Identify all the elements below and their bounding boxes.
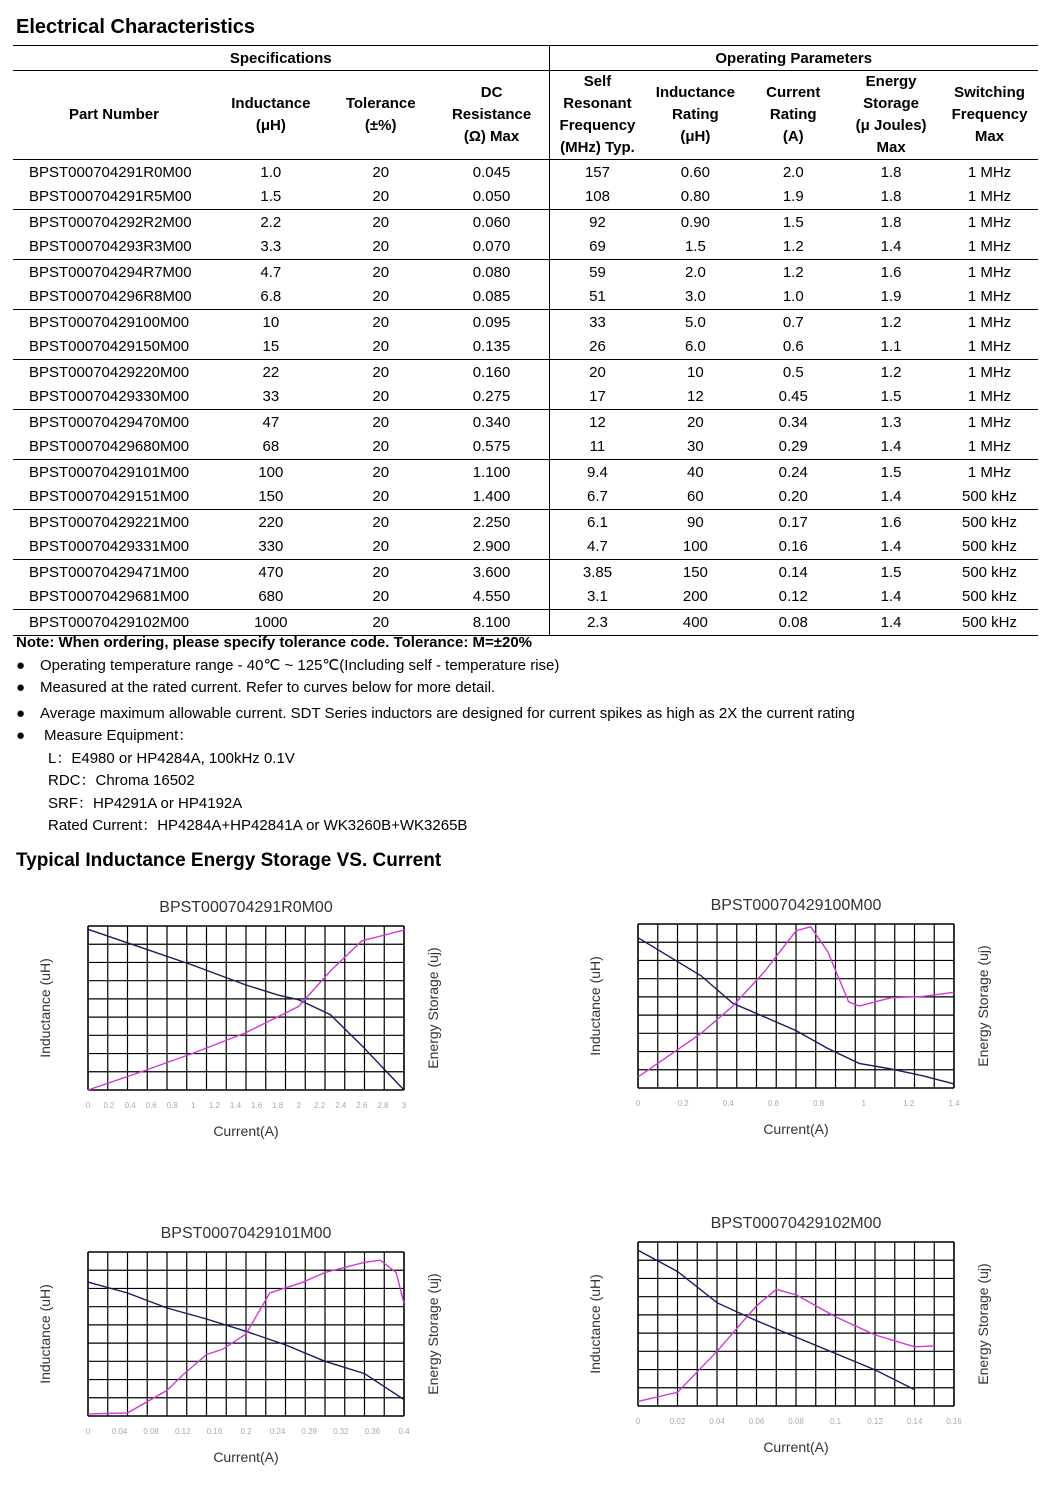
table-cell: 20	[372, 163, 390, 181]
table-cell: 20	[372, 563, 390, 581]
table-cell: 20	[327, 585, 435, 610]
x-tick-label: 2.4	[335, 1101, 347, 1110]
table-cell: 20	[372, 263, 390, 281]
table-cell: 0.80	[645, 185, 745, 210]
table-cell: 0.20	[745, 485, 841, 510]
table-cell: 0.16	[745, 535, 841, 560]
table-cell: 1.5	[880, 563, 902, 581]
bullet-item: ● Measure Equipment：	[16, 725, 855, 748]
chart-grid	[88, 926, 404, 1090]
x-tick-label: 1	[191, 1101, 196, 1110]
table-cell: 108	[549, 185, 645, 210]
table-cell: 3.1	[549, 585, 645, 610]
table-cell: 68	[215, 435, 327, 460]
table-cell: 1 MHz	[967, 163, 1012, 181]
chart-svg	[30, 890, 460, 1160]
table-cell: 1.5	[841, 385, 941, 410]
column-header: Current Rating (A)	[745, 71, 841, 160]
table-cell: 90	[687, 513, 704, 531]
table-cell: 1.4	[841, 610, 941, 636]
x-axis-label: Current(A)	[763, 1439, 829, 1455]
x-tick-label: 0.24	[269, 1427, 286, 1436]
table-cell: 33	[215, 385, 327, 410]
table-cell: 69	[549, 235, 645, 260]
group-header-operating-parameters: Operating Parameters	[549, 46, 1038, 71]
equipment-item: RDC：Chroma 16502	[48, 772, 195, 789]
y-axis-label-right: Energy Storage (uj)	[425, 1273, 441, 1395]
table-cell: 220	[258, 513, 284, 531]
table-cell: 1.4	[841, 435, 941, 460]
x-tick-label: 0.12	[867, 1417, 883, 1426]
table-cell: 20	[372, 513, 390, 531]
table-cell: 0.29	[745, 435, 841, 460]
part-number-cell: BPST00070429102M00	[13, 610, 215, 636]
table-row	[13, 335, 1038, 360]
x-tick-label: 0.12	[175, 1427, 191, 1436]
table-cell: 0.60	[680, 163, 710, 181]
table-cell: 157	[549, 160, 645, 185]
part-number-cell: BPST000704294R7M00	[29, 263, 192, 281]
table-cell: 500 kHz	[941, 585, 1038, 610]
part-number-cell: BPST00070429150M00	[13, 335, 215, 360]
part-number-cell: BPST00070429221M00	[29, 513, 190, 531]
table-cell: 20	[372, 313, 390, 331]
chart-grid	[638, 1242, 954, 1406]
table-cell: 0.45	[745, 385, 841, 410]
x-axis-label: Current(A)	[213, 1449, 279, 1465]
table-cell: 1.9	[841, 285, 941, 310]
chart-title: BPST00070429101M00	[160, 1225, 332, 1242]
column-header: DC Resistance (Ω) Max	[435, 71, 549, 160]
table-row	[13, 260, 1038, 285]
x-tick-label: 0	[635, 1099, 641, 1108]
part-number-cell: BPST00070429680M00	[13, 435, 215, 460]
table-row	[13, 385, 1038, 410]
table-cell: 20	[372, 413, 390, 431]
notes-bullet-list	[16, 655, 855, 748]
table-cell: 0.08	[745, 610, 841, 636]
table-cell: 0.085	[435, 285, 549, 310]
table-cell: 2.0	[684, 263, 706, 281]
part-number-cell: BPST00070429101M00	[29, 463, 190, 481]
table-cell: 20	[549, 360, 645, 385]
chart-title: BPST000704291R0M00	[159, 899, 333, 916]
table-cell: 47	[262, 413, 280, 431]
table-cell: 92	[549, 210, 645, 235]
section-title: Typical Inductance Energy Storage VS. Current	[16, 850, 442, 871]
chart-title: BPST00070429100M00	[710, 897, 882, 914]
table-cell: 2.250	[472, 513, 511, 531]
energy-storage-series-line	[638, 1289, 934, 1401]
table-row	[13, 235, 1038, 260]
column-header: Inductance Rating (μH)	[645, 71, 745, 160]
table-cell: 6.1	[549, 510, 645, 535]
table-cell: 0.095	[472, 313, 511, 331]
table-cell: 20	[372, 363, 390, 381]
table-cell: 0.5	[782, 363, 804, 381]
table-cell: 3.3	[215, 235, 327, 260]
table-cell: 100	[258, 463, 284, 481]
x-tick-label: 1.4	[948, 1099, 960, 1108]
table-cell: 0.90	[680, 213, 710, 231]
x-tick-label: 1	[861, 1099, 866, 1108]
equipment-item: L：E4980 or HP4284A, 100kHz 0.1V	[48, 749, 295, 767]
chart-svg	[580, 1206, 1010, 1476]
table-row	[13, 310, 1038, 335]
y-axis-label-right: Energy Storage (uj)	[425, 947, 441, 1069]
table-cell: 1.0	[260, 163, 282, 181]
table-cell: 26	[549, 335, 645, 360]
part-number-cell: BPST00070429331M00	[13, 535, 215, 560]
table-cell: 2.3	[549, 610, 645, 636]
table-cell: 0.135	[435, 335, 549, 360]
table-cell: 3.600	[472, 563, 511, 581]
x-tick-label: 2.2	[314, 1101, 326, 1110]
table-cell: 20	[372, 463, 390, 481]
table-cell: 1.2	[880, 363, 902, 381]
table-cell: 20	[327, 535, 435, 560]
table-row	[13, 410, 1038, 435]
part-number-cell: BPST00070429100M00	[29, 313, 190, 331]
x-tick-label: 0	[635, 1417, 641, 1426]
bullet-icon: ●	[16, 679, 26, 696]
table-cell: 20	[327, 335, 435, 360]
x-tick-label: 0	[85, 1101, 91, 1110]
table-cell: 4.7	[549, 535, 645, 560]
table-cell: 15	[215, 335, 327, 360]
part-number-cell: BPST00070429220M00	[29, 363, 190, 381]
table-row	[13, 460, 1038, 485]
x-tick-label: 1.2	[208, 1101, 220, 1110]
table-row	[13, 560, 1038, 585]
table-row	[13, 185, 1038, 210]
table-cell: 11	[549, 435, 645, 460]
x-tick-label: 0.16	[206, 1427, 223, 1436]
x-tick-label: 0.28	[301, 1427, 317, 1436]
table-cell: 33	[549, 310, 645, 335]
x-tick-label: 2.6	[356, 1101, 368, 1110]
equipment-item: Rated Current：HP4284A+HP42841A or WK3260B+WK3265B	[48, 817, 468, 834]
table-cell: 1.6	[880, 513, 902, 531]
table-cell: 0.060	[472, 213, 511, 231]
table-cell: 1.2	[745, 235, 841, 260]
table-row	[13, 435, 1038, 460]
table-row	[13, 485, 1038, 510]
table-cell: 200	[645, 585, 745, 610]
part-number-cell: BPST000704293R3M00	[13, 235, 215, 260]
group-header-specifications: Specifications	[13, 46, 549, 71]
x-tick-label: 0	[85, 1427, 91, 1436]
table-cell: 1.4	[841, 235, 941, 260]
table-cell: 1.4	[841, 535, 941, 560]
x-tick-label: 1.2	[903, 1099, 915, 1108]
x-tick-label: 0.16	[946, 1417, 962, 1426]
table-cell: 1 MHz	[941, 435, 1038, 460]
table-cell: 400	[645, 610, 745, 636]
table-cell: 2.0	[782, 163, 804, 181]
equipment-item: SRF：HP4291A or HP4192A	[48, 794, 243, 812]
table-cell: 3.85	[549, 560, 645, 585]
table-cell: 0.160	[472, 363, 511, 381]
x-tick-label: 0.04	[709, 1417, 725, 1426]
part-number-cell: BPST00070429681M00	[13, 585, 215, 610]
table-cell: 20	[327, 385, 435, 410]
table-cell: 0.24	[778, 463, 808, 481]
part-number-cell: BPST000704291R5M00	[13, 185, 215, 210]
table-cell: 10	[687, 363, 704, 381]
table-cell: 0.14	[778, 563, 808, 581]
table-cell: 10	[262, 313, 280, 331]
table-cell: 0.070	[435, 235, 549, 260]
chart-bpst00070429101m00	[30, 1216, 460, 1491]
table-cell: 0.34	[778, 413, 808, 431]
x-tick-label: 0.02	[669, 1417, 686, 1426]
part-number-cell: BPST000704291R0M00	[29, 163, 192, 181]
table-cell: 1.6	[880, 263, 902, 281]
x-tick-label: 0.4	[722, 1099, 734, 1108]
table-cell: 330	[215, 535, 327, 560]
table-cell: 100	[645, 535, 745, 560]
part-number-cell: BPST000704292R2M00	[29, 213, 192, 231]
chart-title: BPST00070429102M00	[710, 1215, 882, 1232]
table-cell: 51	[549, 285, 645, 310]
table-cell: 0.17	[778, 513, 808, 531]
table-cell: 4.550	[435, 585, 549, 610]
chart-svg	[580, 888, 1010, 1158]
chart-bpst00070429100m00	[580, 888, 1010, 1163]
x-tick-label: 0.2	[103, 1101, 115, 1110]
table-cell: 22	[262, 363, 280, 381]
chart-bpst00070429102m00	[580, 1206, 1010, 1481]
table-row	[13, 160, 1038, 185]
table-cell: 40	[687, 463, 704, 481]
x-tick-label: 0.36	[364, 1427, 381, 1436]
table-cell: 12	[645, 385, 745, 410]
bullet-icon: ●	[16, 704, 26, 722]
table-cell: 1.5	[215, 185, 327, 210]
page-title: Electrical Characteristics	[16, 16, 256, 38]
x-tick-label: 0.4	[124, 1101, 136, 1110]
y-axis-label-left: Inductance (uH)	[587, 1274, 603, 1374]
table-cell: 6.0	[645, 335, 745, 360]
table-cell: 150	[682, 563, 708, 581]
x-axis-label: Current(A)	[213, 1123, 279, 1139]
table-cell: 0.12	[745, 585, 841, 610]
table-cell: 150	[215, 485, 327, 510]
table-cell: 500 kHz	[941, 485, 1038, 510]
table-cell: 0.575	[435, 435, 549, 460]
table-cell: 1.2	[782, 263, 804, 281]
table-cell: 17	[549, 385, 645, 410]
x-tick-label: 0.04	[111, 1427, 128, 1436]
table-cell: 9.4	[549, 460, 645, 485]
table-cell: 3.0	[645, 285, 745, 310]
x-tick-label: 0.06	[748, 1417, 765, 1426]
table-cell: 0.340	[472, 413, 511, 431]
table-body	[13, 160, 1038, 636]
y-axis-label-right: Energy Storage (uj)	[975, 945, 991, 1067]
table-row	[13, 510, 1038, 535]
table-cell: 680	[215, 585, 327, 610]
column-header: Self Resonant Frequency (MHz) Typ.	[549, 71, 645, 160]
table-cell: 0.045	[472, 163, 511, 181]
bullet-icon: ●	[16, 656, 26, 674]
x-tick-label: 1.6	[250, 1101, 263, 1110]
part-number-cell: BPST00070429471M00	[29, 563, 190, 581]
table-cell: 0.275	[435, 385, 549, 410]
table-cell: 1.5	[645, 235, 745, 260]
table-cell: 30	[645, 435, 745, 460]
table-cell: 20	[372, 213, 390, 231]
x-tick-label: 2	[296, 1101, 301, 1110]
table-cell: 20	[327, 610, 435, 636]
electrical-characteristics-table	[13, 45, 1038, 636]
table-row	[13, 210, 1038, 235]
column-header: Switching Frequency Max	[941, 71, 1038, 160]
x-tick-label: 0.1	[829, 1417, 842, 1426]
part-number-cell: BPST00070429151M00	[13, 485, 215, 510]
table-cell: 1 MHz	[967, 313, 1012, 331]
table-cell: 5.0	[684, 313, 706, 331]
x-tick-label: 0.6	[145, 1101, 157, 1110]
y-axis-label-left: Inductance (uH)	[37, 1284, 53, 1384]
table-cell: 1 MHz	[967, 263, 1012, 281]
order-note: Note: When ordering, please specify tolerance code. Tolerance: M=±20%	[16, 634, 533, 651]
table-cell: 1.100	[472, 463, 511, 481]
table-cell: 1 MHz	[941, 335, 1038, 360]
part-number-cell: BPST00070429470M00	[29, 413, 190, 431]
table-cell: 1 MHz	[941, 185, 1038, 210]
column-header-row	[13, 71, 1038, 160]
table-cell: 1.400	[435, 485, 549, 510]
table-cell: 500 kHz	[941, 610, 1038, 636]
chart-svg	[30, 1216, 460, 1486]
table-cell: 6.8	[215, 285, 327, 310]
y-axis-label-left: Inductance (uH)	[587, 956, 603, 1056]
x-tick-label: 0.32	[333, 1427, 349, 1436]
bullet-item: ● Operating temperature range - 40℃ ~ 125℃(Including self - temperature rise)	[16, 655, 855, 678]
table-cell: 1.4	[841, 485, 941, 510]
x-tick-label: 0.08	[788, 1417, 804, 1426]
table-cell: 20	[327, 185, 435, 210]
table-cell: 0.6	[745, 335, 841, 360]
table-cell: 20	[327, 435, 435, 460]
table-cell: 1.3	[880, 413, 902, 431]
bullet-item: ● Measured at the rated current. Refer to curves below for more detail.	[16, 677, 855, 700]
table-cell: 8.100	[435, 610, 549, 636]
x-axis-label: Current(A)	[763, 1121, 829, 1137]
column-header: Tolerance (±%)	[327, 71, 435, 160]
notes-section	[16, 632, 855, 838]
table-cell: 1.5	[880, 463, 902, 481]
x-tick-label: 1.4	[229, 1101, 242, 1110]
table-cell: 0.7	[782, 313, 804, 331]
table-cell: 1.1	[841, 335, 941, 360]
table-cell: 20	[327, 235, 435, 260]
table-cell: 59	[549, 260, 645, 285]
x-tick-label: 0.8	[166, 1101, 178, 1110]
column-header: Part Number	[13, 71, 215, 160]
table-row	[13, 360, 1038, 385]
x-tick-label: 1.8	[272, 1101, 284, 1110]
bullet-icon: ●	[16, 727, 26, 744]
x-tick-label: 0.8	[813, 1099, 825, 1108]
table-cell: 1.9	[745, 185, 841, 210]
table-cell: 1.8	[880, 163, 902, 181]
table-cell: 500 kHz	[961, 513, 1018, 531]
chart-grid	[638, 924, 954, 1088]
x-tick-label: 3	[401, 1101, 407, 1110]
x-tick-label: 0.08	[143, 1427, 159, 1436]
table-row	[13, 585, 1038, 610]
table-cell: 2.900	[435, 535, 549, 560]
table-cell: 1 MHz	[967, 463, 1012, 481]
table-cell: 1000	[215, 610, 327, 636]
table-cell: 20	[327, 285, 435, 310]
chart-bpst000704291r0m00	[30, 890, 460, 1165]
part-number-cell: BPST000704296R8M00	[13, 285, 215, 310]
x-tick-label: 0.2	[240, 1427, 252, 1436]
column-header: Inductance (μH)	[215, 71, 327, 160]
table-cell: 1.2	[880, 313, 902, 331]
table-cell: 1.5	[782, 213, 804, 231]
part-number-cell: BPST00070429330M00	[13, 385, 215, 410]
table-cell: 1 MHz	[941, 235, 1038, 260]
table-cell: 20	[687, 413, 704, 431]
table-cell: 1.0	[745, 285, 841, 310]
table-cell: 1.4	[841, 585, 941, 610]
table-cell: 1 MHz	[941, 285, 1038, 310]
table-cell: 470	[258, 563, 284, 581]
table-cell: 1 MHz	[967, 413, 1012, 431]
y-axis-label-left: Inductance (uH)	[37, 958, 53, 1058]
x-tick-label: 0.2	[677, 1099, 689, 1108]
table-cell: 1 MHz	[967, 363, 1012, 381]
x-tick-label: 0.14	[906, 1417, 923, 1426]
x-tick-label: 2.8	[377, 1101, 389, 1110]
table-cell: 12	[549, 410, 645, 435]
table-row	[13, 535, 1038, 560]
table-cell: 1.8	[880, 213, 902, 231]
table-cell: 20	[327, 485, 435, 510]
table-cell: 60	[645, 485, 745, 510]
table-cell: 1.8	[841, 185, 941, 210]
table-cell: 500 kHz	[961, 563, 1018, 581]
table-cell: 500 kHz	[941, 535, 1038, 560]
table-cell: 1 MHz	[967, 213, 1012, 231]
table-cell: 1 MHz	[941, 385, 1038, 410]
x-tick-label: 0.6	[767, 1099, 779, 1108]
table-cell: 6.7	[549, 485, 645, 510]
table-row	[13, 285, 1038, 310]
table-cell: 0.050	[435, 185, 549, 210]
x-tick-label: 0.4	[398, 1427, 410, 1436]
table-cell: 4.7	[260, 263, 282, 281]
table-cell: 2.2	[260, 213, 282, 231]
column-header: Energy Storage (μ Joules) Max	[841, 71, 941, 160]
bullet-item: ● Average maximum allowable current. SDT Series inductors are designed for current spikes as high as 2X the current rating	[16, 703, 855, 726]
y-axis-label-right: Energy Storage (uj)	[975, 1263, 991, 1385]
table-cell: 0.080	[472, 263, 511, 281]
